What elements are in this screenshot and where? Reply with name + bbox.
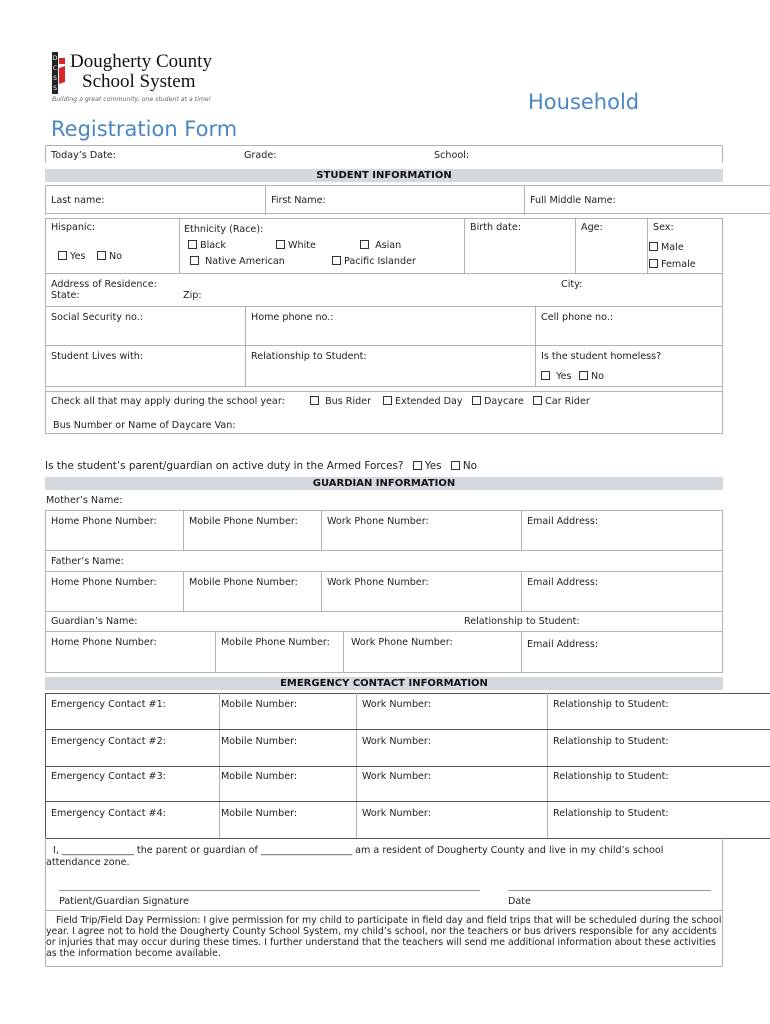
emergency-1-relationship-label: Relationship to Student: bbox=[553, 699, 669, 710]
cell-phone-label: Cell phone no.: bbox=[541, 312, 614, 323]
state-label: State: bbox=[51, 290, 80, 301]
bus-number-label: Bus Number or Name of Daycare Van: bbox=[53, 420, 236, 431]
checkbox[interactable] bbox=[360, 240, 369, 249]
residency-statement-line1: I, _______________ the parent or guardian of ___________________ am a resident of Dougherty County and live in my child’s school bbox=[53, 845, 664, 856]
mother-mobile-phone-label: Mobile Phone Number: bbox=[189, 516, 298, 527]
residency-statement-line2: attendance zone. bbox=[46, 857, 130, 868]
mother-home-phone-label: Home Phone Number: bbox=[51, 516, 157, 527]
father-name-label: Father’s Name: bbox=[51, 556, 124, 567]
district-tagline: Building a great community, one student at a time! bbox=[52, 96, 212, 103]
emergency-1-mobile-label: Mobile Number: bbox=[221, 699, 298, 710]
emergency-contact-1-label: Emergency Contact #1: bbox=[51, 699, 166, 710]
guardian-work-phone-label: Work Phone Number: bbox=[351, 637, 453, 648]
armed-yes-option[interactable]: Yes bbox=[413, 460, 442, 472]
sex-male-option[interactable]: Male bbox=[649, 242, 684, 253]
father-email-label: Email Address: bbox=[527, 577, 599, 588]
svg-text:D: D bbox=[52, 55, 58, 62]
emergency-2-relationship-label: Relationship to Student: bbox=[553, 736, 669, 747]
form-title-line1: Household bbox=[528, 90, 640, 114]
emergency-4-work-label: Work Number: bbox=[362, 808, 431, 819]
date-field-label: Today’s Date: bbox=[51, 150, 117, 161]
car-rider-option[interactable]: Car Rider bbox=[533, 396, 590, 407]
father-home-phone-label: Home Phone Number: bbox=[51, 577, 157, 588]
date-line[interactable] bbox=[508, 890, 711, 891]
race-asian-option[interactable]: Asian bbox=[360, 240, 401, 251]
checkbox[interactable] bbox=[649, 242, 658, 251]
checkbox[interactable] bbox=[332, 256, 341, 265]
armed-no-option[interactable]: No bbox=[451, 460, 477, 472]
svg-text:C: C bbox=[52, 65, 58, 72]
checkbox[interactable] bbox=[579, 371, 588, 380]
checkbox[interactable] bbox=[413, 461, 422, 470]
emergency-1-work-label: Work Number: bbox=[362, 699, 431, 710]
mother-work-phone-label: Work Phone Number: bbox=[327, 516, 429, 527]
school-field-label: School: bbox=[434, 150, 470, 161]
checkbox[interactable] bbox=[472, 396, 481, 405]
race-pacific-islander-option[interactable]: Pacific Islander bbox=[332, 256, 416, 267]
bus-rider-option[interactable]: Bus Rider bbox=[310, 396, 371, 407]
signature-line[interactable] bbox=[59, 890, 480, 891]
guardian-mobile-phone-label: Mobile Phone Number: bbox=[221, 637, 330, 648]
race-white-option[interactable]: White bbox=[276, 240, 316, 251]
last-name-label: Last name: bbox=[51, 195, 105, 206]
home-phone-label: Home phone no.: bbox=[251, 312, 334, 323]
age-label: Age: bbox=[581, 222, 603, 233]
district-logo-mark bbox=[52, 52, 64, 94]
birth-date-label: Birth date: bbox=[470, 222, 521, 233]
father-work-phone-label: Work Phone Number: bbox=[327, 577, 429, 588]
lives-with-label: Student Lives with: bbox=[51, 351, 144, 362]
checkbox[interactable] bbox=[649, 259, 658, 268]
hispanic-no-option[interactable]: No bbox=[97, 251, 122, 262]
emergency-info-heading: EMERGENCY CONTACT INFORMATION bbox=[45, 677, 723, 690]
sex-female-option[interactable]: Female bbox=[649, 259, 696, 270]
checkbox[interactable] bbox=[276, 240, 285, 249]
checkbox[interactable] bbox=[383, 396, 392, 405]
svg-text:S: S bbox=[53, 75, 57, 82]
guardian-info-heading: GUARDIAN INFORMATION bbox=[45, 477, 723, 490]
emergency-2-mobile-label: Mobile Number: bbox=[221, 736, 298, 747]
guardian-home-phone-label: Home Phone Number: bbox=[51, 637, 157, 648]
checkbox[interactable] bbox=[533, 396, 542, 405]
hispanic-label: Hispanic: bbox=[51, 222, 96, 233]
signature-label: Patient/Guardian Signature bbox=[59, 896, 189, 907]
race-native-american-option[interactable]: Native American bbox=[190, 256, 285, 267]
ethnicity-label: Ethnicity (Race): bbox=[184, 224, 264, 235]
armed-forces-question: Is the student’s parent/guardian on active duty in the Armed Forces? Yes No bbox=[45, 460, 477, 472]
checkbox[interactable] bbox=[541, 371, 550, 380]
ssn-label: Social Security no.: bbox=[51, 312, 144, 323]
emergency-contact-4-label: Emergency Contact #4: bbox=[51, 808, 166, 819]
emergency-2-work-label: Work Number: bbox=[362, 736, 431, 747]
father-mobile-phone-label: Mobile Phone Number: bbox=[189, 577, 298, 588]
emergency-contact-3-label: Emergency Contact #3: bbox=[51, 771, 166, 782]
emergency-3-mobile-label: Mobile Number: bbox=[221, 771, 298, 782]
hispanic-yes-option[interactable]: Yes bbox=[58, 251, 86, 262]
homeless-yes-option[interactable]: Yes bbox=[541, 371, 572, 382]
form-title-line2: Registration Form bbox=[51, 117, 238, 141]
first-name-label: First Name: bbox=[271, 195, 326, 206]
guardian-email-label: Email Address: bbox=[527, 639, 599, 650]
checkbox[interactable] bbox=[97, 251, 106, 260]
emergency-contact-2-label: Emergency Contact #2: bbox=[51, 736, 166, 747]
checkbox[interactable] bbox=[451, 461, 460, 470]
homeless-label: Is the student homeless? bbox=[541, 351, 662, 362]
daycare-option[interactable]: Daycare bbox=[472, 396, 524, 407]
guardian-name-label: Guardian’s Name: bbox=[51, 616, 138, 627]
grade-field-label: Grade: bbox=[244, 150, 277, 161]
homeless-no-option[interactable]: No bbox=[579, 371, 604, 382]
middle-name-label: Full Middle Name: bbox=[530, 195, 616, 206]
emergency-4-relationship-label: Relationship to Student: bbox=[553, 808, 669, 819]
mother-name-label: Mother’s Name: bbox=[46, 495, 123, 506]
checkbox[interactable] bbox=[190, 256, 199, 265]
address-label: Address of Residence: bbox=[51, 279, 157, 290]
zip-label: Zip: bbox=[183, 290, 202, 301]
guardian-relationship-label: Relationship to Student: bbox=[464, 616, 580, 627]
emergency-3-work-label: Work Number: bbox=[362, 771, 431, 782]
checkbox[interactable] bbox=[310, 396, 319, 405]
extended-day-option[interactable]: Extended Day bbox=[383, 396, 463, 407]
emergency-4-mobile-label: Mobile Number: bbox=[221, 808, 298, 819]
checkbox[interactable] bbox=[188, 240, 197, 249]
race-black-option[interactable]: Black bbox=[188, 240, 226, 251]
city-label: City: bbox=[561, 279, 583, 290]
check-all-label: Check all that may apply during the school year: bbox=[51, 396, 285, 407]
sex-label: Sex: bbox=[653, 222, 674, 233]
student-info-heading: STUDENT INFORMATION bbox=[45, 169, 723, 182]
relationship-label: Relationship to Student: bbox=[251, 351, 367, 362]
svg-text:S: S bbox=[53, 85, 57, 92]
district-name: Dougherty County School System bbox=[70, 51, 212, 92]
checkbox[interactable] bbox=[58, 251, 67, 260]
mother-email-label: Email Address: bbox=[527, 516, 599, 527]
field-trip-permission-text: Field Trip/Field Day Permission: I give permission for my child to participate in field day and field trips that will be scheduled during the school year. I agree not to hold the Dougherty County School System, my child’s school, nor the teachers or bus drivers responsible for any accidents or injuries that may occur during these times. I further understand that the teachers will send me additional information about these activities as the information become available. bbox=[46, 915, 722, 959]
emergency-3-relationship-label: Relationship to Student: bbox=[553, 771, 669, 782]
date-label: Date bbox=[508, 896, 531, 907]
